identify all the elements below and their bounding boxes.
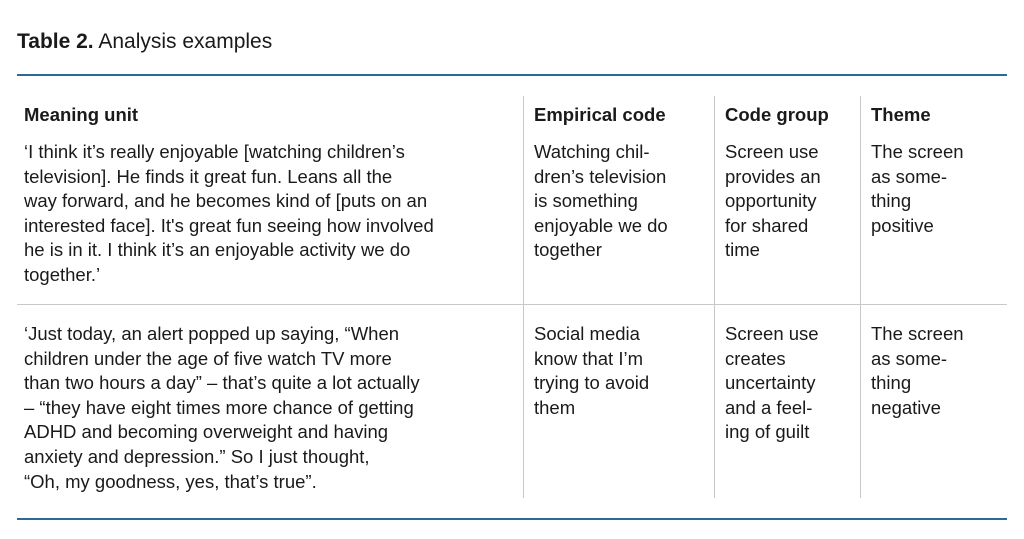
- table-caption: [17, 30, 272, 54]
- cell-line: ing of guilt: [725, 421, 810, 443]
- cell-line: he is in it. I think it’s an enjoyable activity we do: [24, 239, 411, 261]
- table-label: Table 2.: [17, 30, 94, 53]
- cell-line: and a feel-: [725, 396, 813, 418]
- cell-line: as some-: [871, 347, 948, 369]
- cell-line: them: [534, 396, 576, 418]
- cell-line: thing: [871, 190, 912, 212]
- cell-line: Screen use: [725, 141, 819, 162]
- cell-line: – “they have eight times more chance of getting: [24, 396, 414, 418]
- cell-code-group: [725, 322, 819, 445]
- cell-empirical-code: [534, 140, 668, 263]
- table-bottom-rule: [17, 518, 1007, 520]
- table-top-rule: [17, 74, 1007, 76]
- cell-line: time: [725, 239, 760, 261]
- cell-line: ‘I think it’s really enjoyable [watching children’s: [24, 141, 405, 162]
- cell-line: as some-: [871, 165, 948, 187]
- header-theme: Theme: [871, 104, 931, 125]
- cell-theme: [871, 140, 964, 238]
- cell-line: “Oh, my goodness, yes, that’s true”.: [24, 470, 317, 492]
- cell-line: The screen: [871, 323, 964, 344]
- column-divider: [860, 96, 861, 498]
- cell-line: together.’: [24, 263, 101, 285]
- cell-line: Screen use: [725, 323, 819, 344]
- cell-line: Social media: [534, 323, 640, 344]
- cell-line: creates: [725, 347, 786, 369]
- cell-code-group: [725, 140, 821, 263]
- cell-line: television]. He finds it great fun. Leans all the: [24, 165, 393, 187]
- cell-line: together: [534, 239, 602, 261]
- cell-line: interested face]. It's great fun seeing how involved: [24, 214, 434, 236]
- cell-line: ADHD and becoming overweight and having: [24, 421, 389, 443]
- cell-line: thing: [871, 372, 912, 394]
- header-empirical-code: Empirical code: [534, 104, 666, 125]
- column-divider: [523, 96, 524, 498]
- cell-line: Watching chil-: [534, 141, 650, 162]
- cell-line: anxiety and depression.” So I just thought,: [24, 445, 370, 467]
- cell-meaning-unit: [24, 322, 420, 494]
- cell-line: opportunity: [725, 190, 817, 212]
- cell-line: enjoyable we do: [534, 214, 668, 236]
- cell-line: uncertainty: [725, 372, 816, 394]
- cell-line: know that I’m: [534, 347, 643, 369]
- header-meaning-unit: Meaning unit: [24, 104, 139, 125]
- cell-line: for shared: [725, 214, 809, 236]
- row-divider: [17, 304, 1007, 305]
- table-title: Analysis examples: [98, 30, 273, 53]
- cell-theme: [871, 322, 964, 420]
- cell-line: trying to avoid: [534, 372, 650, 394]
- cell-empirical-code: [534, 322, 649, 420]
- cell-meaning-unit: [24, 140, 434, 288]
- cell-line: dren’s television: [534, 165, 667, 187]
- header-code-group: Code group: [725, 104, 829, 125]
- cell-line: provides an: [725, 165, 821, 187]
- cell-line: is something: [534, 190, 638, 212]
- cell-line: than two hours a day” – that’s quite a lot actually: [24, 372, 420, 394]
- cell-line: negative: [871, 396, 941, 418]
- cell-line: way forward, and he becomes kind of [puts on an: [24, 190, 428, 212]
- cell-line: The screen: [871, 141, 964, 162]
- cell-line: positive: [871, 214, 934, 236]
- cell-line: children under the age of five watch TV more: [24, 347, 392, 369]
- cell-line: ‘Just today, an alert popped up saying, “When: [24, 323, 400, 344]
- column-divider: [714, 96, 715, 498]
